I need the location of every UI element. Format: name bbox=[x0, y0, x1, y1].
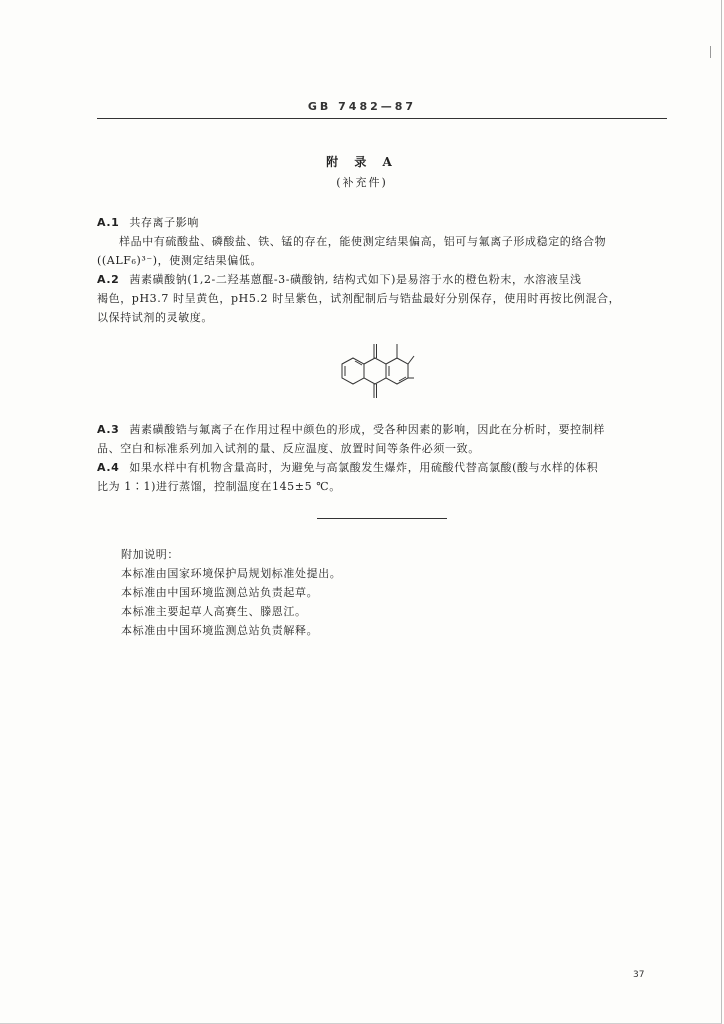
section-a3-text1: 茜素磺酸锆与氟离子在作用过程中颜色的形成，受各种因素的影响，因此在分析时，要控制样 bbox=[129, 423, 605, 436]
section-a2-text1: 茜素磺酸钠(1,2-二羟基蒽醌-3-磺酸钠, 结构式如下)是易溶于水的橙色粉末，水溶液呈浅 bbox=[129, 273, 582, 286]
section-a1 bbox=[97, 213, 671, 270]
section-a3-line2: 品、空白和标准系列加入试剂的量、反应温度、放置时间等条件必须一致。 bbox=[97, 442, 480, 455]
section-a1-title: 共存离子影响 bbox=[129, 216, 199, 229]
standard-code-header: GB 7482—87 bbox=[307, 100, 417, 113]
appendix-title: 附 录 A bbox=[326, 155, 398, 169]
section-a2-line1 bbox=[97, 270, 671, 289]
notes-item: 本标准由中国环境监测总站负责起草。 bbox=[121, 586, 319, 599]
section-a3-line1 bbox=[97, 420, 671, 439]
page-number: 37 bbox=[633, 970, 645, 980]
section-a1-heading bbox=[97, 213, 671, 232]
section-a4 bbox=[97, 458, 671, 496]
appendix-subtitle: (补充件) bbox=[336, 176, 388, 189]
section-a2 bbox=[97, 270, 671, 327]
section-a3 bbox=[97, 420, 671, 458]
section-a2-line2: 褐色，pH3.7 时呈黄色，pH5.2 时呈紫色，试剂配制后与锆盐最好分别保存，使用时再按比例混合， bbox=[97, 292, 621, 305]
section-a4-line1 bbox=[97, 458, 671, 477]
middle-ring bbox=[364, 358, 386, 384]
scan-mark bbox=[710, 46, 715, 58]
section-a3-number: A.3 bbox=[97, 423, 120, 436]
notes-item: 本标准主要起草人高赛生、滕恩江。 bbox=[121, 605, 307, 618]
header-rule bbox=[97, 118, 667, 119]
section-divider bbox=[317, 518, 447, 519]
section-a4-text1: 如果水样中有机物含量高时，为避免与高氯酸发生爆炸，用硫酸代替高氯酸(酸与水样的体积 bbox=[129, 461, 599, 474]
section-a1-number: A.1 bbox=[97, 216, 120, 229]
section-a4-number: A.4 bbox=[97, 461, 120, 474]
section-a1-body-line2: ((ALF₆)³⁻)，使测定结果偏低。 bbox=[97, 254, 263, 267]
alizarin-sulfonate-structure bbox=[318, 330, 438, 416]
section-a4-line2: 比为 1∶1)进行蒸馏，控制温度在145±5 ℃。 bbox=[97, 480, 341, 493]
notes-item: 本标准由国家环境保护局规划标准处提出。 bbox=[121, 567, 342, 580]
notes-item: 本标准由中国环境监测总站负责解释。 bbox=[121, 624, 319, 637]
section-a2-number: A.2 bbox=[97, 273, 120, 286]
notes-heading: 附加说明： bbox=[121, 548, 179, 561]
section-a2-line3: 以保持试剂的灵敏度。 bbox=[97, 311, 213, 324]
section-a1-body-line1: 样品中有硫酸盐、磷酸盐、铁、锰的存在，能使测定结果偏高，铝可与氟离子形成稳定的络合物 bbox=[119, 235, 607, 248]
additional-notes bbox=[121, 545, 541, 640]
